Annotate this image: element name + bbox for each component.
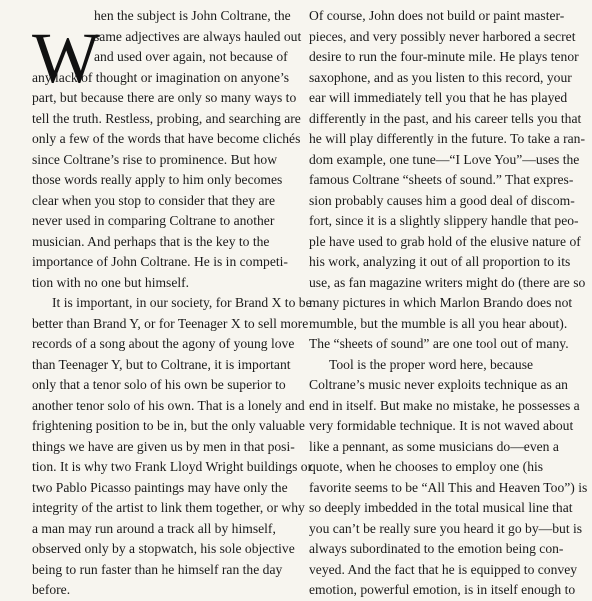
text-line: Of course, John does not build or paint master-	[309, 8, 565, 23]
text-line: musician. And perhaps that is the key to the	[32, 233, 270, 249]
text-line: tion with no one but himself.	[32, 274, 190, 290]
text-line: Coltrane’s music never exploits technique as an	[309, 377, 568, 392]
text-line: another tenor solo of his own. That is a lonely and	[32, 397, 305, 413]
text-line: dom example, one tune—“I Love You”—uses the	[309, 151, 580, 167]
text-line: clear when you stop to consider that they are	[32, 192, 276, 208]
text-line: ear will immediately tell you that he has played	[309, 90, 568, 105]
text-line: frightening position to be in, but the only valuable	[32, 418, 305, 433]
text-line: part, but because there are only so many ways to	[32, 90, 297, 105]
text-line: pieces, and very possibly never harbored a secret	[309, 28, 576, 44]
text-line: favorite seems to be “All This and Heaven Too”) is	[309, 479, 588, 495]
text-line: same adjectives are always hauled out	[94, 28, 302, 44]
text-line: famous Coltrane “sheets of sound.” That expres-	[309, 172, 574, 187]
text-line: never used in comparing Coltrane to another	[32, 213, 275, 228]
text-line: he will play differently in the future. To take a ran-	[309, 131, 585, 146]
text-line: two Pablo Picasso paintings may have only the	[32, 479, 288, 495]
text-line: like a pennant, as some musicians do—even a	[309, 438, 559, 454]
text-line: emotion, powerful emotion, is in itself enough to	[309, 582, 576, 597]
text-line: things we have are given us by men in that posi-	[32, 438, 295, 454]
text-line: veyed. And the fact that he is equipped to convey	[309, 561, 578, 577]
text-line: tell the truth. Restless, probing, and searching are	[32, 110, 301, 126]
text-line: differently in the past, and his career tells you that	[309, 110, 582, 126]
text-line: a man may run around a track all by himself,	[32, 520, 276, 536]
text-line: It is important, in our society, for Brand X to be	[52, 295, 312, 310]
text-line: desire to run the four-minute mile. He plays tenor	[309, 49, 579, 64]
text-line: being to run faster than he himself ran the day	[32, 561, 283, 577]
text-line: only a few of the words that have become clichés	[32, 131, 301, 146]
text-line: than Teenager Y, but to Coltrane, it is important	[32, 356, 291, 372]
text-line: saxophone, and as you listen to this record, your	[309, 69, 572, 85]
text-line: always subordinated to the emotion being con-	[309, 541, 564, 556]
text-line: end in itself. But make no mistake, he possesses a	[309, 397, 580, 413]
text-line: you can’t be really sure you heard it go by—but is	[309, 520, 583, 536]
text-line: very formidable technique. It is not waved about	[309, 418, 574, 433]
text-line: fort, since it is a slightly slippery handle that peo-	[309, 213, 579, 228]
drop-cap: W	[32, 18, 100, 98]
text-line: and used over again, not because of	[94, 49, 288, 64]
text-line: use, as fan magazine writers might do (there are so	[309, 274, 586, 290]
text-line: better than Brand Y, or for Teenager X to sell more	[32, 315, 309, 331]
text-line: ple have used to grab hold of the elusive nature of	[309, 233, 581, 249]
text-line: importance of John Coltrane. He is in competi-	[32, 254, 288, 269]
text-line: his work, analyzing it out of all proportion to its	[309, 254, 571, 269]
right-column	[309, 6, 588, 601]
text-line: records of a song about the agony of young love	[32, 336, 295, 351]
text-line: quote, when he chooses to employ one (his	[309, 459, 544, 474]
text-line: only that a tenor solo of his own be superior to	[32, 377, 286, 392]
text-line: integrity of the artist to link them together, or why	[32, 500, 305, 515]
text-line: since Coltrane’s rise to prominence. But how	[32, 151, 278, 167]
text-line: so deeply imbedded in the total musical line that	[309, 500, 573, 515]
text-line: Tool is the proper word here, because	[329, 356, 534, 372]
left-column	[32, 6, 313, 601]
text-line: The “sheets of sound” are one tool out of many.	[309, 336, 569, 351]
text-line: sion probably causes him a good deal of discom-	[309, 192, 575, 208]
text-line: those words really apply to him only becomes	[32, 172, 283, 187]
text-line: hen the subject is John Coltrane, the	[94, 8, 291, 23]
text-line: before.	[32, 582, 71, 597]
text-line: mumble, but the mumble is all you hear about).	[309, 315, 568, 331]
text-line: tion. It is why two Frank Lloyd Wright buildings or	[32, 459, 313, 474]
text-line: many pictures in which Marlon Brando does not	[309, 295, 573, 310]
text-line: any lack of thought or imagination on anyone’s	[32, 69, 290, 85]
text-line: observed only by a stopwatch, his sole objective	[32, 541, 295, 556]
